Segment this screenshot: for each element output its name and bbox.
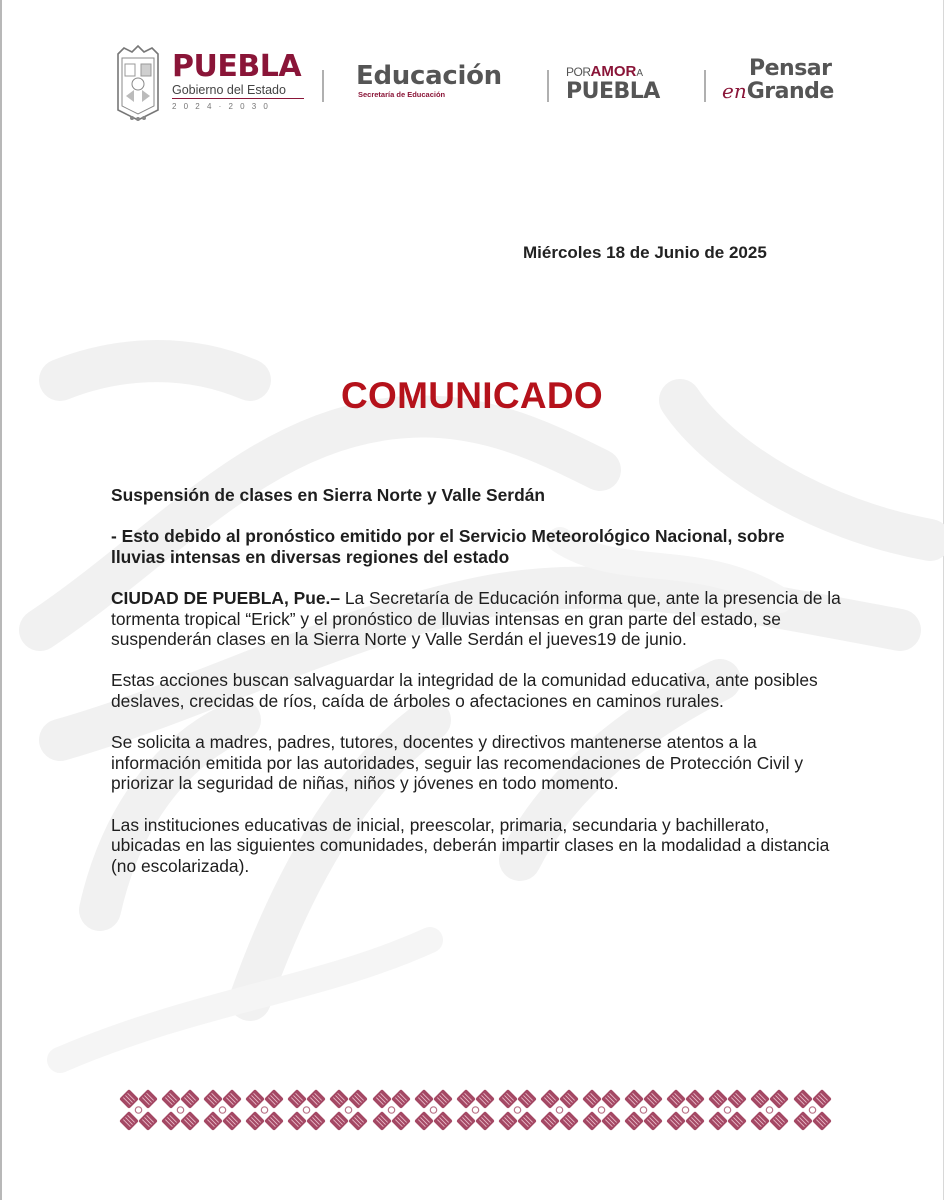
pensar-en-grande-logo <box>722 58 872 105</box>
pattern-motif <box>749 1086 791 1134</box>
pattern-motif <box>286 1086 328 1134</box>
document-lead: - Esto debido al pronóstico emitido por el Servicio Meteorológico Nacional, sobre lluvias intensas en diversas regiones del estado <box>111 526 785 567</box>
header-logos <box>110 40 870 130</box>
administration-years: 2024·2030 <box>172 102 276 111</box>
logo-divider <box>704 70 706 102</box>
pattern-motif <box>413 1086 455 1134</box>
secretaria-de-educacion-label: Secretaría de Educación <box>358 90 446 99</box>
puebla-wordmark: PUEBLA <box>172 49 302 84</box>
pattern-motif <box>455 1086 497 1134</box>
pattern-motif <box>371 1086 413 1134</box>
pattern-motif <box>118 1086 160 1134</box>
paragraph-2: Estas acciones buscan salvaguardar la integridad de la comunidad educativa, ante posibles deslaves, crecidas de ríos, caída de árboles o afectaciones en caminos rurales. <box>111 670 818 711</box>
en-label: en <box>722 79 747 103</box>
gobierno-del-estado-label: Gobierno del Estado <box>172 83 304 99</box>
decorative-pattern-border <box>118 1086 834 1134</box>
pattern-motif <box>792 1086 834 1134</box>
document-subtitle: Suspensión de clases en Sierra Norte y Valle Serdán <box>111 485 545 505</box>
pattern-motif <box>328 1086 370 1134</box>
paragraph-1-text: La Secretaría de Educación informa que, ante la presencia de la tormenta tropical “Erick” y el pronóstico de lluvias intensas en gran parte del estado, se suspenderán clases en la Sierra Norte y Valle Serdán el jueves19 de junio. <box>111 587 841 650</box>
pensar-label: Pensar <box>749 56 832 81</box>
pattern-motif <box>539 1086 581 1134</box>
por-label: POR <box>566 65 591 79</box>
pattern-motif <box>202 1086 244 1134</box>
paragraph-1 <box>111 588 841 650</box>
document-date: Miércoles 18 de Junio de 2025 <box>523 243 767 262</box>
logo-divider <box>322 70 324 102</box>
paragraph-3: Se solicita a madres, padres, tutores, docentes y directivos mantenerse atentos a la información emitida por las autoridades, seguir las recomendaciones de Protección Civil y priorizar la seguridad de niñas, niños y jóvenes en todo momento. <box>111 732 804 794</box>
pattern-motif <box>707 1086 749 1134</box>
a-label: A <box>636 68 644 79</box>
por-amor-a-puebla-logo <box>566 64 660 103</box>
pattern-motif <box>160 1086 202 1134</box>
dateline: CIUDAD DE PUEBLA, Pue.– <box>111 587 341 608</box>
puebla-label: PUEBLA <box>566 79 660 104</box>
education-secretariat-logo <box>356 62 502 99</box>
pattern-motif <box>497 1086 539 1134</box>
pattern-motif <box>665 1086 707 1134</box>
pattern-motif <box>623 1086 665 1134</box>
grande-label: Grande <box>746 79 834 104</box>
pattern-motif <box>244 1086 286 1134</box>
puebla-government-logo <box>172 49 304 111</box>
amor-label: AMOR <box>590 63 637 80</box>
pattern-motif <box>581 1086 623 1134</box>
paragraph-4: Las instituciones educativas de inicial, preescolar, primaria, secundaria y bachillerato, ubicadas en las siguientes comunidades, deberán impartir clases en la modalidad a distancia (no escolarizada). <box>111 814 830 876</box>
educacion-wordmark: Educación <box>356 61 502 91</box>
state-coat-of-arms-icon <box>112 44 164 122</box>
document-title: COMUNICADO <box>341 375 603 416</box>
document-body <box>111 485 841 876</box>
logo-divider <box>547 70 549 102</box>
